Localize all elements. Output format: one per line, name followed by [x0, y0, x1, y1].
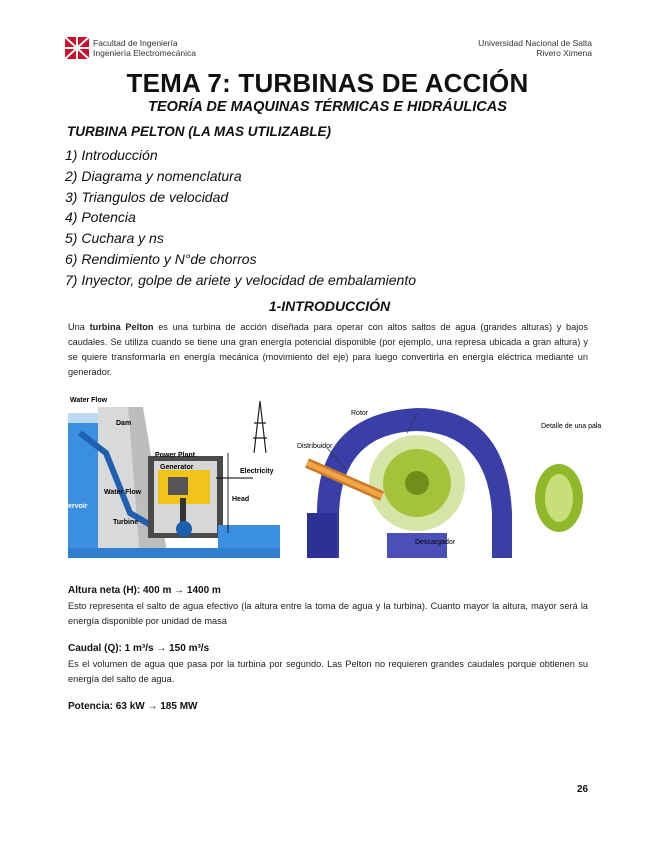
toc-item: 6) Rendimiento y N°de chorros: [65, 250, 257, 267]
potencia-label: Potencia: 63 kW → 185 MW: [68, 701, 198, 712]
university-logo: [65, 37, 89, 59]
toc-item: 5) Cuchara y ns: [65, 230, 164, 247]
intro-heading: 1-INTRODUCCIÓN: [268, 298, 391, 314]
detalle-label: Detalle de una pala: [541, 423, 602, 430]
toc-item: 1) Introducción: [65, 147, 158, 163]
program-name: Ingeniería Electromecánica: [93, 48, 197, 58]
dam-label: Dam: [116, 420, 132, 427]
power-plant-label: Power Plant: [155, 452, 196, 459]
section-title: TURBINA PELTON (LA MAS UTILIZABLE): [67, 124, 331, 139]
page-title: TEMA 7: TURBINAS DE ACCIÓN: [126, 68, 529, 98]
rotor-label: Rotor: [351, 410, 369, 417]
turbine-label: Turbine: [113, 519, 139, 526]
caudal-label: Caudal (Q): 1 m³/s → 150 m³/s: [68, 643, 210, 654]
water-flow-top-label: Water Flow: [70, 397, 108, 404]
reservoir-label: ervoir: [68, 503, 88, 510]
intro-pre: Una: [68, 322, 90, 332]
intro-paragraph: [68, 320, 588, 380]
intro-post: es una turbina de acción diseñada para operar con altos saltos de agua (grandes alturas) y bajos caudales. Se utiliza cuando se tiene una gran energía potencial disponible (por ejemplo, una represa ubicada a gran altura) y se quiere transformarla en energía mecánica (movimiento del eje) para luego convertirla en energía eléctrica mediante un generador.: [68, 322, 588, 377]
head-label: Head: [232, 496, 250, 503]
intro-bold-term: turbina Pelton: [89, 322, 154, 332]
header-left: [65, 37, 196, 59]
altura-label: Altura neta (H): 400 m → 1400 m: [68, 585, 221, 596]
toc-item: 7) Inyector, golpe de ariete y velocidad de embalamiento: [65, 271, 416, 288]
hydro-plant-diagram: [68, 393, 280, 558]
page-number: 26: [577, 784, 589, 795]
descargador-label: Descargador: [415, 539, 456, 546]
water-flow-label: Water Flow: [104, 489, 142, 496]
altura-paragraph: Esto representa el salto de agua efectivo (la altura entre la toma de agua y la turbina). Cuanto mayor la altura, mayor será la energía disponible por unidad de masa: [68, 601, 588, 626]
electricity-label: Electricity: [240, 468, 274, 475]
toc-item: 3) Triangulos de velocidad: [65, 188, 229, 205]
distribuidor-label: Distribuidor: [297, 443, 333, 450]
table-of-contents: [65, 145, 416, 291]
faculty-name: Facultad de Ingeniería: [93, 38, 178, 48]
caudal-paragraph: Es el volumen de agua que pasa por la turbina por segundo. Las Pelton no requieren grandes caudales porque obtienen su energía del salto de agua.: [68, 659, 588, 684]
header-right: [478, 38, 592, 58]
page-subtitle: TEORÍA DE MAQUINAS TÉRMICAS E HIDRÁULICAS: [148, 99, 507, 115]
toc-item: 4) Potencia: [65, 209, 136, 226]
author-name: Rivero Ximena: [536, 48, 592, 58]
pelton-wheel-diagram: [297, 393, 602, 558]
header-left-text: [93, 38, 196, 58]
university-name: Universidad Nacional de Salta: [478, 38, 592, 48]
toc-item: 2) Diagrama y nomenclatura: [65, 167, 242, 184]
generator-label: Generator: [160, 464, 194, 471]
